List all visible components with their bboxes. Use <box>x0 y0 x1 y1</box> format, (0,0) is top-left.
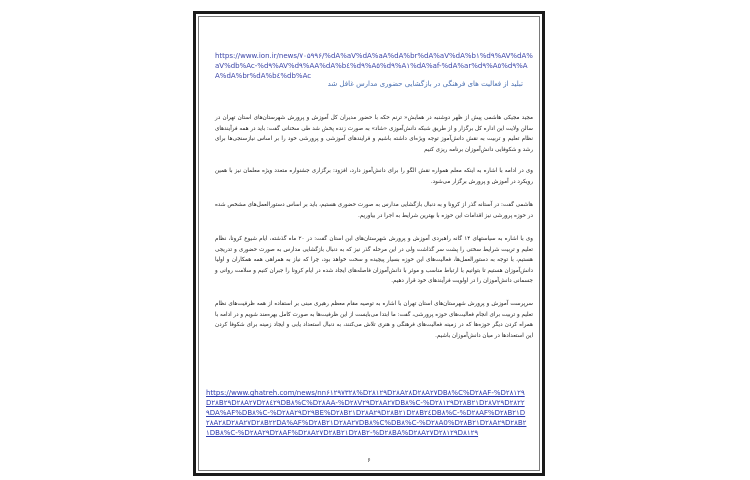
source-link-ion-text[interactable]: https://www.ion.ir/news/۷۰۵۹۹۶/%dA%aV%dA%aA%dA%br%dA%aV%dA%b۱%d۹%AV%dA%aV%db%Ac-%d۹%AV%d۹%AA%dA%b٤%d۹%A٥%d۹%A۱%dA%af-%dA%ar%d۹%A٥%d۹%AA%dA%br%dA%b٤%db%Ac <box>215 52 533 80</box>
source-link-ghatreh[interactable] <box>206 388 528 438</box>
source-link-ghatreh-text[interactable]: https://www.ghatreh.com/news/nn۶۱۲۹۷۳۲۸%D۲۸۱۲۹D۲۸A۲۸D۲۸A۲۷DB۸%C%D۲۸AF-%D۲۸۱۲۹D۲۸B۲۹D۲۸A۲۷D۲۸٤۲۹DB۸%C%D۲۸AA-%D۲۸V۲۹D۲۸A۲۷DB۸%C-%D۲۸۱۲۹D۲۸B۲۱D۲۸V۲۹D۲۸۲۲۹DA%AF%DB۸%C-%D۲۸A۲۹D۲۹BE%D۲۸B۲۱D۲۸A۲۹D۲۸B۲۱D۲۸B۲٤DB۸%C-%D۲۸AF%D۲۸B۲۱D۲۸A۲۸D۲۸A۲۷D۲۸B۲۲DA%AF%D۲۸B۲۱D۲۸A۲۷DB۸%C%DB۸%C-%D۲۸A0%D۲۸B۲۱D۲۸A۲۹D۲۸B۲۱DB۸%C-%D۲۸A۲۹D۲۸AF%D۲۸A۲۷D۲۸B۲۱D۲۸B۲-%D۲۸BA%D۲۸A۲۷D۲۸۱۲۹D۸۱۲۹ <box>206 389 527 437</box>
source-link-ion[interactable] <box>215 51 535 81</box>
article-subtitle: تبلید از فعالیت های فرهنگی در بازگشایی حضوری مدارس غافل شد <box>327 80 523 88</box>
page-inner-border <box>198 16 540 471</box>
paragraph-1: مجید مجیکی هاشمی پیش از ظهر دوشنبه در همایش« ترنم حکه با حضور مدیران کل آموزش و پرورش شهرستان‌های استان تهران در سالن ولایت این اداره کل برگزار و از طریق شبکه دانش‌آموزی «شاد» به صورت زنده پخش شد طی سخنانی گفت: باید در همه فرآیندهای نظام تعلیم و تربیت به نقش دانش‌آموز توجه ویژه‌ای داشته باشیم و فرایندهای آموزشی و پرورشی خود را بر اساس نیازسنجی‌ها برای رشد و شکوفایی دانش‌آموزان برنامه ریزی کنیم <box>215 115 533 153</box>
paragraph-3: هاشمی گفت: در آستانه گذر از کرونا و به دنبال بازگشایی مدارس به صورت حضوری هستیم، باید بر اساس دستورالعمل‌های مشخص شده در حوزه پرورشی نیز اقدامات این حوزه با بهترین شرایط به اجرا در بیاوریم. <box>215 202 533 219</box>
paragraph-5: سرپرست آموزش و پرورش شهرستان‌های استان تهران با اشاره به توصیه مقام معظم رهبری مبنی بر استفاده از همه ظرفیت‌های نظام تعلیم و تربیت برای انجام فعالیت‌های حوزه پرورشی، گفت: ما ابتدا می‌بایست از این ظرفیت‌ها به صورت کامل بهره‌مند شویم و در ادامه با همراه کردن دیگر حوزه‌ها که در زمینه فعالیت‌های فرهنگی و هنری تلاش می‌کنند، به دنبال استعداد یابی و ایجاد زمینه برای شکوفا کردن این استعدادها در میان دانش‌آموزان باشیم. <box>215 301 533 339</box>
paragraph-2: وی در ادامه با اشاره به اینکه معلم همواره نقش الگو را برای دانش‌آموز دارد، افزود: برگزاری جشنواره متعدد ویژه معلمان نیز با همین رویکرد در آموزش و پرورش برگزار می‌شود. <box>215 168 533 185</box>
document-page <box>193 11 545 476</box>
paragraph-4: وی با اشاره به سیاستهای ۱۴ گانه راهبردی آموزش و پرورش شهرستان‌های این استان گفت: در ۲۰ ماه گذشته، ایام شیوع کرونا، نظام تعلیم و تربیت شرایط سختی را پشت سر گذاشت ولی در این مرحله گذر نیز که به دنبال بازگشایی مدارس به صورت حضوری و تدریجی هستیم، با توجه به دستورالعمل‌ها، فعالیت‌های این حوزه بسیار پیچیده و سخت خواهد بود، چرا که نیاز به همراهی همه همکاران و اولیا دانش‌آموزان هستیم تا بتوانیم با ارتباط مناسب و موثر با دانش‌آموزان فاصله‌های ایجاد شده در ایام کرونا را جبران کنیم و سلامت روانی و جسمانی دانش‌آموزان را در اولویت فرآیندهای خود قرار دهیم. <box>215 236 534 285</box>
page-number: ۶ <box>367 457 371 464</box>
